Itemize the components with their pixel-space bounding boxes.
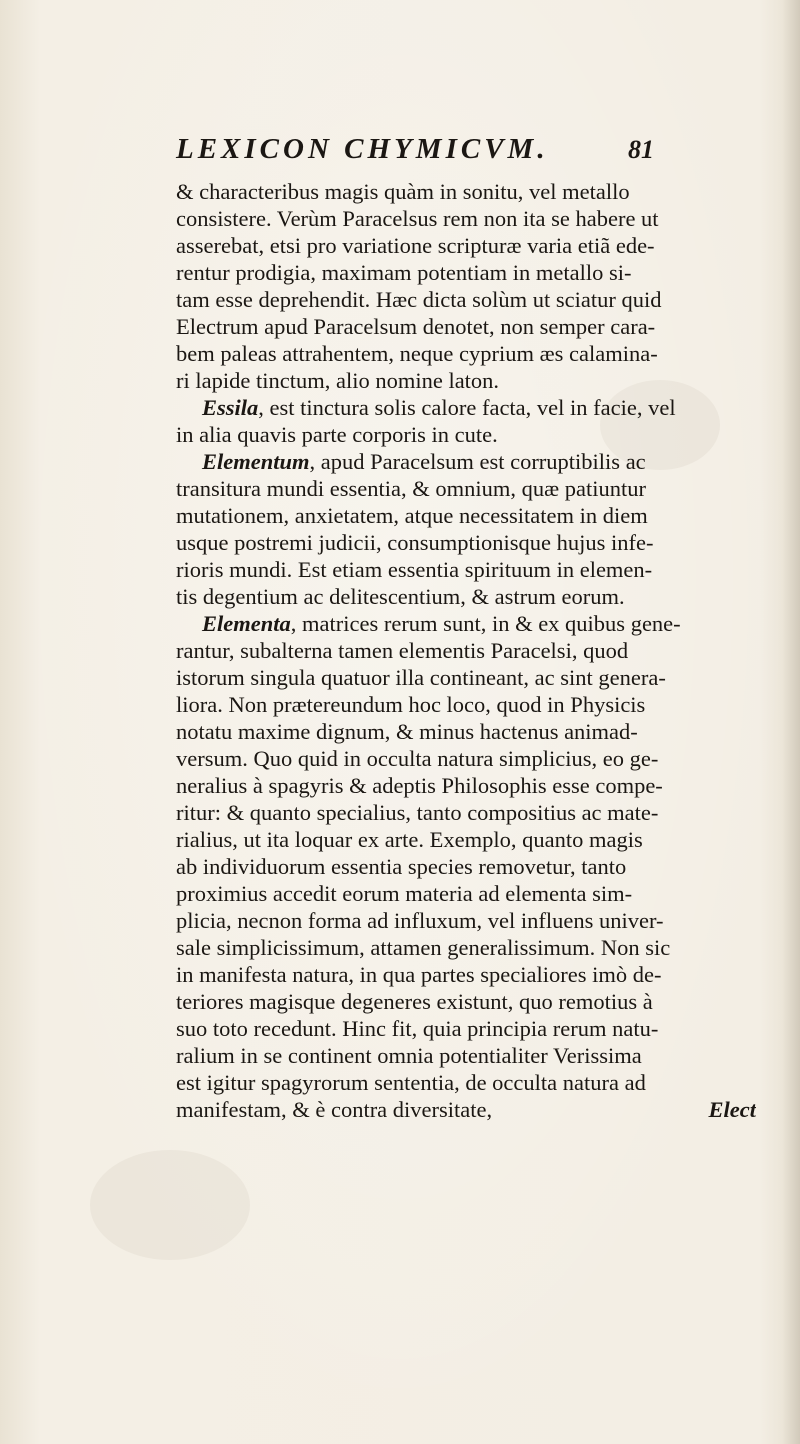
entry-lemma: Elementa [202,611,291,636]
text-line: suo toto recedunt. Hinc fit, quia principia rerum natu- [176,1016,659,1041]
text-line: mutationem, anxietatem, atque necessitatem in diem [176,503,648,528]
text-line: rialius, ut ita loquar ex arte. Exemplo, quanto magis [176,827,643,852]
text-line: rioris mundi. Est etiam essentia spirituum in elemen- [176,557,653,582]
entry-elementa: Elementa, matrices rerum sunt, in & ex quibus gene- [202,611,681,636]
text-line: ritur: & quanto specialius, tanto compositius ac mate- [176,800,659,825]
entry-essila: Essila, est tinctura solis calore facta, vel in facie, vel [202,395,676,420]
text-line: Electrum apud Paracelsum denotet, non semper cara- [176,314,656,339]
text-line: liora. Non prætereundum hoc loco, quod in Physicis [176,692,646,717]
text-line: consistere. Verùm Paracelsus rem non ita se habere ut [176,206,659,231]
text-line: ab individuorum essentia species removetur, tanto [176,854,627,879]
text-line: tam esse deprehendit. Hæc dicta solùm ut sciatur quid [176,287,662,312]
text-line: ralium in se continent omnia potentialiter Verissima [176,1043,642,1068]
text-line: est igitur spagyrorum sententia, de occulta natura ad [176,1070,646,1095]
text-line: rantur, subalterna tamen elementis Paracelsi, quod [176,638,629,663]
text-line: tis degentium ac delitescentium, & astrum eorum. [176,584,625,609]
catchword: Elect [708,1097,756,1122]
text-line: in manifesta natura, in qua partes specialiores imò de- [176,962,662,987]
entry-lemma: Essila [202,395,259,420]
text-line: proximius accedit eorum materia ad elementa sim- [176,881,633,906]
body-text [176,178,756,1123]
text-line: istorum singula quatuor illa contineant, ac sint genera- [176,665,666,690]
page-number: 81 [628,135,654,164]
text-line: asserebat, etsi pro variatione scripturæ varia etiã ede- [176,233,655,258]
text-line: versum. Quo quid in occulta natura simplicius, eo ge- [176,746,659,771]
text-line: & characteribus magis quàm in sonitu, vel metallo [176,179,630,204]
text-line: bem paleas attrahentem, neque cyprium æs calamina- [176,341,658,366]
page-edge-shadow [782,0,800,1444]
text-line: teriores magisque degeneres existunt, quo remotius à [176,989,653,1014]
paper-stain [90,1150,250,1260]
text-line: manifestam, & è contra diversitate, [176,1097,493,1122]
text-line: plicia, necnon forma ad influxum, vel influens univer- [176,908,664,933]
text-line: ri lapide tinctum, alio nomine laton. [176,368,500,393]
text-line: notatu maxime dignum, & minus hactenus animad- [176,719,638,744]
page-header [176,133,654,173]
text-line: in alia quavis parte corporis in cute. [176,422,498,447]
running-title: LEXICON CHYMICVM. [176,133,549,165]
text-line: rentur prodigia, maximam potentiam in metallo si- [176,260,632,285]
last-line [176,1096,756,1123]
entry-lemma: Elementum [202,449,310,474]
text-line: neralius à spagyris & adeptis Philosophis esse compe- [176,773,663,798]
text-line: transitura mundi essentia, & omnium, quæ patiuntur [176,476,646,501]
entry-elementum: Elementum, apud Paracelsum est corruptibilis ac [202,449,646,474]
text-line: usque postremi judicii, consumptionisque hujus infe- [176,530,654,555]
text-line: sale simplicissimum, attamen generalissimum. Non sic [176,935,671,960]
